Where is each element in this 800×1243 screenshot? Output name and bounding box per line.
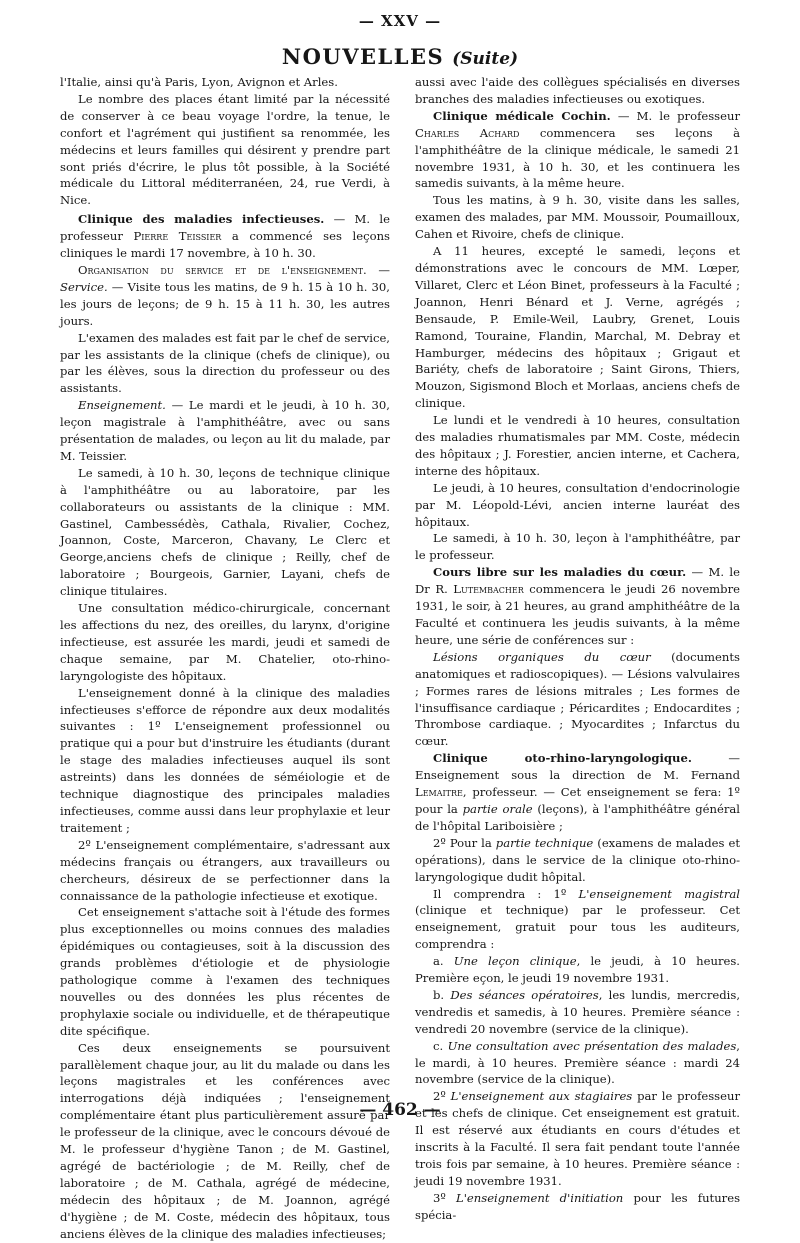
paragraph: L'examen des malades est fait par le chef de service, par les assistants de la clinique (chefs de clinique), ou par les élèves, sous la direction du professeur ou des assistants.	[60, 330, 390, 396]
text-run: — M. le Dr R.	[415, 565, 740, 597]
paragraph: Cet enseignement s'attache soit à l'étude des formes plus exceptionnelles ou moins connues des maladies épidémiques ou contagieuses, soit à la discussion des grands problèmes d'étiologie et de physiologie pathologique comme à l'examen des techniques nouvelles ou des données les plus récentes de prophylaxie sociale ou individuelle, et de thérapeutique dite spécifique.	[60, 905, 390, 1038]
text-run: , les lundis, mercredis, vendredis et samedis, à 10 heures. Première séance : vendredi 20 novembre (service de la clinique).	[415, 987, 740, 1036]
text-run: — Enseignement sous la direction de M. Fernand	[415, 751, 740, 783]
text-run: par le professeur et les chefs de clinique. Cet enseignement est gratuit. Il est réservé aux étudiants en cours d'études et inscrits à la Faculté. Il sera fait pendant toute l'année trois fois par semaine, à 10 heures. Première séance : jeudi 19 novembre 1931.	[415, 1089, 740, 1188]
paragraph: aussi avec l'aide des collègues spécialisés en diverses branches des maladies infectieuses ou exotiques.	[415, 75, 740, 106]
text-run: (clinique et technique) par le professeur. Cet enseignement, gratuit pour tous les auditeurs, comprendra :	[415, 903, 740, 952]
paragraph	[415, 953, 740, 987]
subsection-title: Organisation du service et de l'enseignement.	[78, 262, 367, 277]
text-run: Il comprendra : 1º	[433, 886, 579, 901]
text-run: , le jeudi, à 10 heures. Première eçon, le jeudi 19 novembre 1931.	[415, 954, 740, 986]
text-run: , professeur. — Cet enseignement se fera: 1º pour la	[415, 785, 740, 816]
page-number: — 462 —	[359, 1100, 441, 1120]
italic-phrase: Une consultation avec présentation des malades	[447, 1038, 737, 1053]
person-name: Lemaitre	[415, 785, 463, 800]
paragraph: Le nombre des places étant limité par la nécessité de conserver à ce beau voyage l'ordre, la tenue, le confort et l'agrément qui justifient sa renommée, les médecins et leurs familles qui désirent y prendre part sont priés d'écrire, le plus tôt possible, à la Société médicale du Littoral méditerranéen, 24, rue Verdi, à Nice.	[60, 91, 390, 208]
text-run: , le mardi, à 10 heures. Première séance : mardi 24 novembre (service de la clinique).	[415, 1038, 740, 1087]
paragraph: Le samedi, à 10 h. 30, leçons de technique clinique à l'amphithéâtre ou au laboratoire, par les collaborateurs ou assistants de la clinique : MM. Gastinel, Cambessédès, Cathala, Rivalier, Cochez, Joannon, Coste, Marceron, Chavany, Le Clerc et George,anciens chefs de clinique ; Reilly, chef de laboratoire ; Bourgeois, Garnier, Layani, chefs de clinique titulaires.	[60, 465, 390, 599]
italic-phrase: Lésions organiques du cœur	[433, 649, 651, 664]
paragraph: Le samedi, à 10 h. 30, leçon à l'amphithéâtre, par le professeur.	[415, 531, 740, 563]
italic-phrase: Une leçon clinique	[453, 954, 577, 969]
paragraph	[415, 564, 740, 649]
heading-suite: (Suite)	[452, 49, 519, 69]
paragraph	[60, 262, 390, 330]
text-run: 2º	[433, 1089, 451, 1104]
right-column	[415, 74, 740, 1224]
text-run: (documents anatomiques et radioscopiques). — Lésions valvulaires ; Formes rares de lésions mitrales ; Les formes de l'insuffisance cardiaque ; Péricardites ; Endocardites ; Thrombose cardiaque. ; Myocardites ; Infarctus du cœur.	[415, 649, 740, 749]
text-run: commencera le jeudi 26 novembre 1931, le soir, à 21 heures, au grand amphithéâtre de la Faculté et continuera les jeudis suivants, à la même heure, une série de conférences sur :	[415, 582, 740, 647]
italic-phrase: L'enseignement aux stagiaires	[450, 1089, 633, 1104]
italic-phrase: L'enseignement magistral	[578, 886, 740, 901]
text-run: (examens de malades et opérations), dans le service de la clinique oto-rhino-laryngologique dudit hôpital.	[415, 835, 740, 884]
text-run: a commencé ses leçons cliniques le mardi 17 novembre, à 10 h. 30.	[60, 229, 390, 261]
section-title: Cours libre sur les maladies du cœur.	[433, 565, 687, 580]
paragraph: Ces deux enseignements se poursuivent parallèlement chaque jour, au lit du malade ou dans les leçons magistrales et les conférences avec interrogations déjà indiquées ; l'enseignement complémentaire étant plus particulièrement assuré par le professeur de la clinique, avec le concours dévoué de M. le professeur d'hygiène Tanon ; de M. Gastinel, agrégé de bactériologie ; de M. Reilly, chef de laboratoire ; de M. Cathala, agrégé de médecine, médecin des hôpitaux ; de M. Joannon, agrégé d'hygiène ; de M. Coste, médecin des hôpitaux, tous anciens élèves de la clinique des maladies infectieuses;	[60, 1040, 390, 1241]
paragraph: l'Italie, ainsi qu'à Paris, Lyon, Avignon et Arles.	[60, 75, 338, 89]
left-column	[60, 74, 390, 1243]
text-run: pour les futures spécia-	[415, 1190, 741, 1222]
paragraph: Une consultation médico-chirurgicale, concernant les affections du nez, des oreilles, du larynx, d'origine infectieuse, est assurée les mardi, jeudi et samedi de chaque semaine, par M. Chatelier, oto-rhino-laryngologiste des hôpitaux.	[60, 601, 390, 683]
italic-phrase: Des séances opératoires	[450, 987, 599, 1002]
paragraph	[415, 987, 740, 1038]
text-run: c.	[433, 1038, 448, 1053]
paragraph: L'enseignement donné à la clinique des maladies infectieuses s'efforce de répondre aux deux modalités suivantes : 1º L'enseignement professionnel ou pratique qui a pour but d'instruire les étudiants (durant le stage des maladies infectieuses auquel ils sont astreints) dans les données de séméiologie et de technique diagnostique des principales maladies infectieuses, comme aussi dans leur prophylaxie et leur traitement ;	[60, 685, 390, 835]
text-run: a.	[433, 954, 454, 969]
text-run: 2º Pour la	[433, 835, 496, 850]
text-run: b.	[433, 987, 451, 1002]
section-title: Clinique médicale Cochin.	[433, 108, 611, 123]
text-run: commencera ses leçons à l'amphithéâtre de la clinique médicale, le samedi 21 novembre 1931, à 10 h. 30, et les continuera les samedis suivants, à la même heure.	[415, 125, 740, 191]
person-name: Charles Achard	[415, 125, 520, 140]
paragraph	[415, 750, 740, 835]
text-run: —	[366, 262, 390, 277]
paragraph: Le jeudi, à 10 heures, consultation d'endocrinologie par M. Léopold-Lévi, ancien interne lauréat des hôpitaux.	[415, 480, 740, 529]
person-name: Lutembacher	[453, 582, 524, 597]
text-run: — M. le professeur	[610, 108, 741, 123]
paragraph	[415, 835, 740, 886]
paragraph	[415, 886, 740, 954]
paragraph	[415, 1190, 740, 1224]
text-run: — M. le professeur	[60, 212, 390, 244]
italic-phrase: L'enseignement d'initiation	[456, 1190, 624, 1205]
paragraph: 2º L'enseignement complémentaire, s'adressant aux médecins français ou étrangers, aux travailleurs ou chercheurs, désireux de se perfectionner dans la connaissance de la pathologie infectieuse et exotique.	[60, 837, 390, 903]
paragraph	[60, 397, 390, 465]
subsection-label: Service.	[60, 279, 108, 294]
page-top-marker: — XXV —	[358, 12, 442, 30]
paragraph	[60, 211, 390, 262]
italic-phrase: partie technique	[495, 835, 594, 850]
text-run: (leçons), à l'amphithéâtre général de l'hôpital Lariboisière ;	[415, 801, 741, 833]
paragraph	[415, 1038, 740, 1089]
text-run: — Visite tous les matins, de 9 h. 15 à 10 h. 30, les jours de leçons; de 9 h. 15 à 11 h. 30, les autres jours.	[60, 279, 390, 328]
paragraph	[415, 108, 740, 193]
text-run: 3º	[433, 1190, 457, 1205]
heading-title: NOUVELLES	[281, 44, 445, 69]
subsection-label: Enseignement.	[78, 398, 166, 413]
paragraph: A 11 heures, excepté le samedi, leçons et démonstrations avec le concours de MM. Lœper, Villaret, Clerc et Léon Binet, professeurs à la Faculté ; Joannon, Henri Bénard et J. Verne, agrégés ; Bensaude, P. Emile-Weil, Laubry, Grenet, Louis Ramond, Touraine, Flandin, Marchal, M. Debray et Hamburger, médecins des hôpitaux ; Grigaut et Bariéty, chefs de laboratoire ; Saint Girons, Thiers, Mouzon, Sigismond Bloch et Morlaas, anciens chefs de clinique.	[415, 244, 740, 411]
text-run: — Le mardi et le jeudi, à 10 h. 30, leçon magistrale à l'amphithéâtre, avec ou sans présentation de malades, ou leçon au lit du malade, par M. Teissier.	[60, 398, 390, 463]
page-heading	[0, 44, 800, 69]
paragraph	[415, 649, 740, 750]
section-title: Clinique des maladies infectieuses.	[78, 212, 325, 227]
section-title: Clinique oto-rhino-laryngologique.	[433, 751, 692, 766]
paragraph: Le lundi et le vendredi à 10 heures, consultation des maladies rhumatismales par MM. Coste, médecin des hôpitaux ; J. Forestier, ancien interne, et Cachera, interne des hôpitaux.	[415, 413, 740, 478]
italic-phrase: partie orale	[462, 801, 533, 816]
person-name: Pierre Teissier	[133, 229, 222, 244]
paragraph: Tous les matins, à 9 h. 30, visite dans les salles, examen des malades, par MM. Moussoir, Poumailloux, Cahen et Rivoire, chefs de clinique.	[415, 193, 740, 242]
